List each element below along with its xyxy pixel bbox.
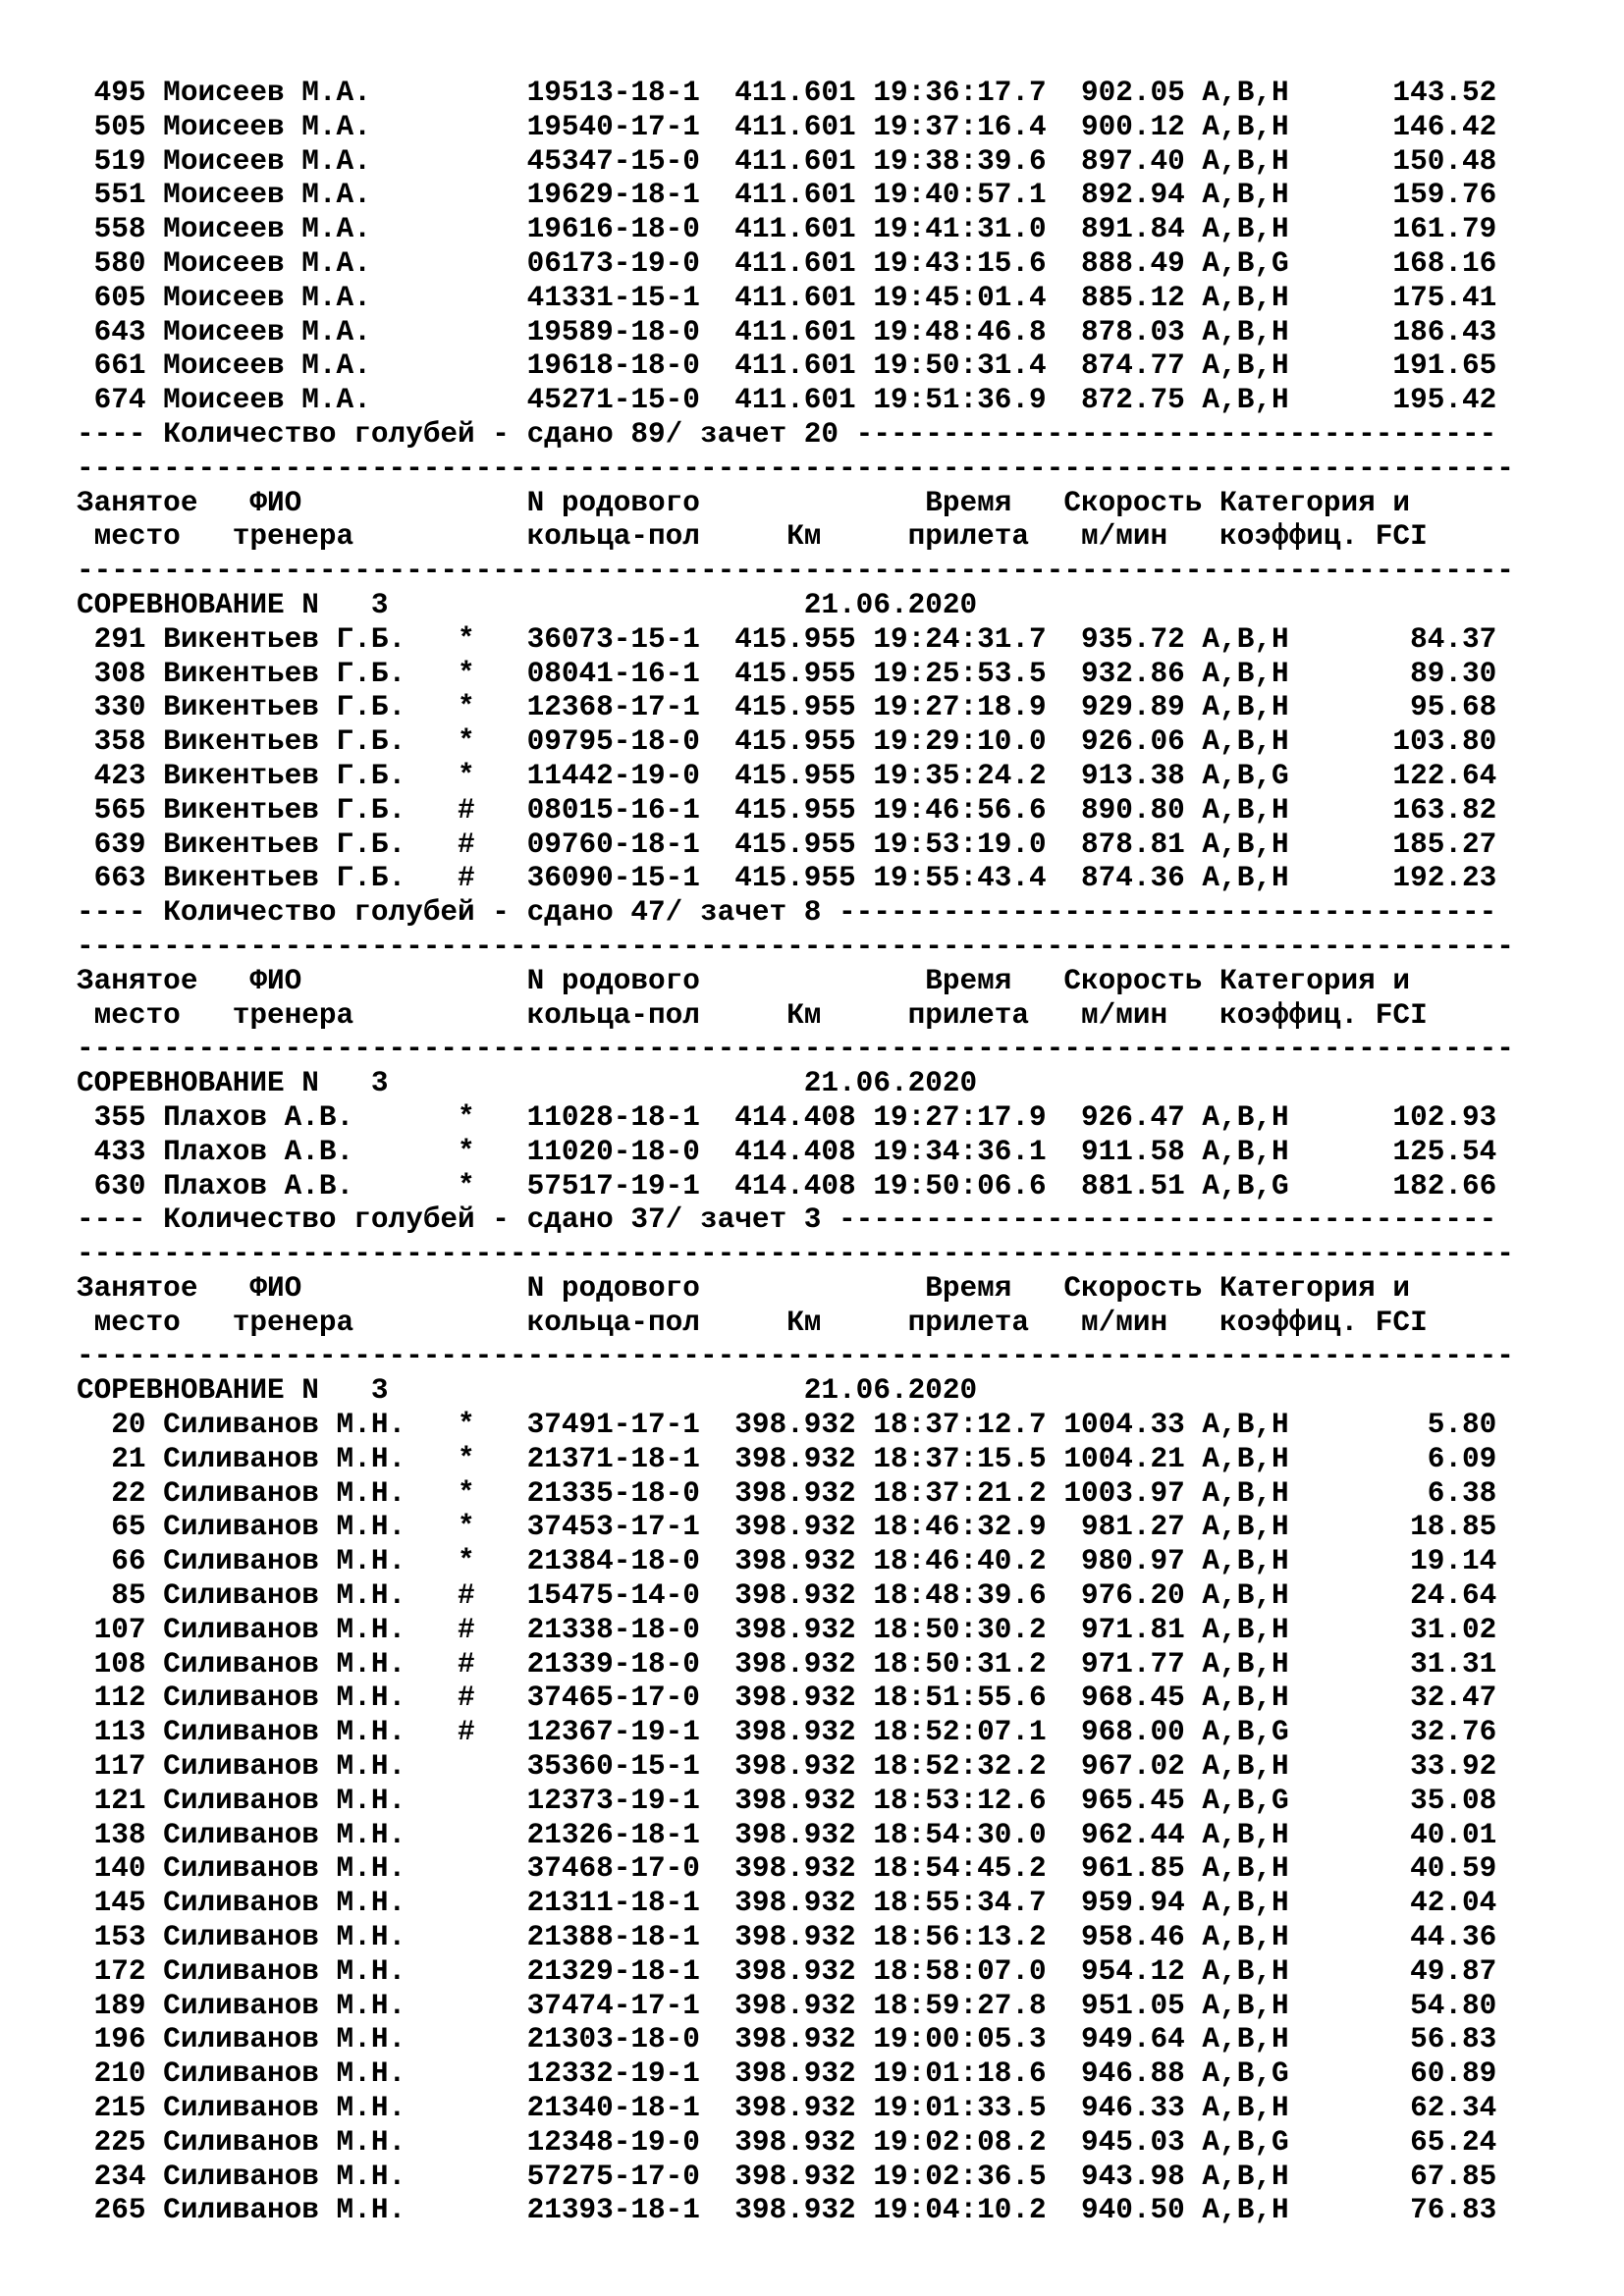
result-row: 433 Плахов А.В. * 11020-18-0 414.408 19:34:36.1 911.58 A,B,H 125.54 xyxy=(77,1135,1497,1168)
competition-header: СОРЕВНОВАНИЕ N 3 21.06.2020 xyxy=(77,1067,978,1100)
column-header-line-1: Занятое ФИО N родового Время Скорость Категория и xyxy=(77,1271,1411,1305)
results-report xyxy=(77,77,1549,2228)
result-row: 172 Силиванов М.Н. 21329-18-1 398.932 18:58:07.0 954.12 A,B,H 49.87 xyxy=(77,1954,1497,1988)
result-row: 639 Викентьев Г.Б. # 09760-18-1 415.955 19:53:19.0 878.81 A,B,H 185.27 xyxy=(77,828,1497,861)
result-row: 66 Силиванов М.Н. * 21384-18-0 398.932 18:46:40.2 980.97 A,B,H 19.14 xyxy=(77,1545,1497,1578)
result-row: 22 Силиванов М.Н. * 21335-18-0 398.932 18:37:21.2 1003.97 A,B,H 6.38 xyxy=(77,1476,1497,1510)
result-row: 112 Силиванов М.Н. # 37465-17-0 398.932 18:51:55.6 968.45 A,B,H 32.47 xyxy=(77,1682,1497,1715)
result-row: 291 Викентьев Г.Б. * 36073-15-1 415.955 19:24:31.7 935.72 A,B,H 84.37 xyxy=(77,622,1497,656)
divider-rule: ----------------------------------------------------------------------------------- xyxy=(77,452,1514,485)
competition-header: СОРЕВНОВАНИЕ N 3 21.06.2020 xyxy=(77,588,978,621)
divider-rule: ----------------------------------------------------------------------------------- xyxy=(77,555,1514,588)
result-row: 121 Силиванов М.Н. 12373-19-1 398.932 18:53:12.6 965.45 A,B,G 35.08 xyxy=(77,1784,1497,1817)
result-row: 138 Силиванов М.Н. 21326-18-1 398.932 18:54:30.0 962.44 A,B,H 40.01 xyxy=(77,1818,1497,1851)
result-row: 210 Силиванов М.Н. 12332-19-1 398.932 19:01:18.6 946.88 A,B,G 60.89 xyxy=(77,2057,1497,2091)
result-row: 495 Моисеев М.А. 19513-18-1 411.601 19:36:17.7 902.05 A,B,H 143.52 xyxy=(77,77,1497,109)
result-row: 308 Викентьев Г.Б. * 08041-16-1 415.955 19:25:53.5 932.86 A,B,H 89.30 xyxy=(77,657,1497,690)
result-row: 196 Силиванов М.Н. 21303-18-0 398.932 19:00:05.3 949.64 A,B,H 56.83 xyxy=(77,2023,1497,2056)
result-row: 663 Викентьев Г.Б. # 36090-15-1 415.955 19:55:43.4 874.36 A,B,H 192.23 xyxy=(77,862,1497,895)
result-row: 20 Силиванов М.Н. * 37491-17-1 398.932 18:37:12.7 1004.33 A,B,H 5.80 xyxy=(77,1409,1497,1442)
result-row: 153 Силиванов М.Н. 21388-18-1 398.932 18:56:13.2 958.46 A,B,H 44.36 xyxy=(77,1921,1497,1954)
section-summary: ---- Количество голубей - сдано 89/ зачет 20 ------------------------------------- xyxy=(77,417,1497,451)
result-row: 140 Силиванов М.Н. 37468-17-0 398.932 18:54:45.2 961.85 A,B,H 40.59 xyxy=(77,1852,1497,1886)
divider-rule: ----------------------------------------------------------------------------------- xyxy=(77,1033,1514,1066)
divider-rule: ----------------------------------------------------------------------------------- xyxy=(77,1238,1514,1271)
result-row: 117 Силиванов М.Н. 35360-15-1 398.932 18:52:32.2 967.02 A,B,H 33.92 xyxy=(77,1750,1497,1784)
divider-rule: ----------------------------------------------------------------------------------- xyxy=(77,1340,1514,1373)
result-row: 330 Викентьев Г.Б. * 12368-17-1 415.955 19:27:18.9 929.89 A,B,H 95.68 xyxy=(77,691,1497,724)
divider-rule: ----------------------------------------------------------------------------------- xyxy=(77,930,1514,963)
result-row: 265 Силиванов М.Н. 21393-18-1 398.932 19:04:10.2 940.50 A,B,H 76.83 xyxy=(77,2194,1497,2227)
result-row: 505 Моисеев М.А. 19540-17-1 411.601 19:37:16.4 900.12 A,B,H 146.42 xyxy=(77,110,1497,143)
result-row: 580 Моисеев М.А. 06173-19-0 411.601 19:43:15.6 888.49 A,B,G 168.16 xyxy=(77,246,1497,280)
result-row: 21 Силиванов М.Н. * 21371-18-1 398.932 18:37:15.5 1004.21 A,B,H 6.09 xyxy=(77,1442,1497,1475)
competition-header: СОРЕВНОВАНИЕ N 3 21.06.2020 xyxy=(77,1374,978,1408)
result-row: 215 Силиванов М.Н. 21340-18-1 398.932 19:01:33.5 946.33 A,B,H 62.34 xyxy=(77,2092,1497,2125)
column-header-line-2: место тренера кольца-пол Км прилета м/мин коэффиц. FCI xyxy=(77,998,1428,1032)
section-summary: ---- Количество голубей - сдано 47/ зачет 8 -------------------------------------- xyxy=(77,896,1497,930)
result-row: 565 Викентьев Г.Б. # 08015-16-1 415.955 19:46:56.6 890.80 A,B,H 163.82 xyxy=(77,793,1497,827)
result-row: 189 Силиванов М.Н. 37474-17-1 398.932 18:59:27.8 951.05 A,B,H 54.80 xyxy=(77,1989,1497,2022)
result-row: 558 Моисеев М.А. 19616-18-0 411.601 19:41:31.0 891.84 A,B,H 161.79 xyxy=(77,213,1497,246)
result-row: 113 Силиванов М.Н. # 12367-19-1 398.932 18:52:07.1 968.00 A,B,G 32.76 xyxy=(77,1716,1497,1749)
result-row: 108 Силиванов М.Н. # 21339-18-0 398.932 18:50:31.2 971.77 A,B,H 31.31 xyxy=(77,1647,1497,1681)
result-row: 234 Силиванов М.Н. 57275-17-0 398.932 19:02:36.5 943.98 A,B,H 67.85 xyxy=(77,2160,1497,2193)
result-row: 674 Моисеев М.А. 45271-15-0 411.601 19:51:36.9 872.75 A,B,H 195.42 xyxy=(77,384,1497,417)
result-row: 85 Силиванов М.Н. # 15475-14-0 398.932 18:48:39.6 976.20 A,B,H 24.64 xyxy=(77,1579,1497,1613)
result-row: 605 Моисеев М.А. 41331-15-1 411.601 19:45:01.4 885.12 A,B,H 175.41 xyxy=(77,281,1497,314)
result-row: 423 Викентьев Г.Б. * 11442-19-0 415.955 19:35:24.2 913.38 A,B,G 122.64 xyxy=(77,759,1497,792)
column-header-line-1: Занятое ФИО N родового Время Скорость Категория и xyxy=(77,486,1411,519)
section-summary: ---- Количество голубей - сдано 37/ зачет 3 -------------------------------------- xyxy=(77,1203,1497,1237)
result-row: 145 Силиванов М.Н. 21311-18-1 398.932 18:55:34.7 959.94 A,B,H 42.04 xyxy=(77,1887,1497,1920)
result-row: 551 Моисеев М.А. 19629-18-1 411.601 19:40:57.1 892.94 A,B,H 159.76 xyxy=(77,179,1497,212)
result-row: 65 Силиванов М.Н. * 37453-17-1 398.932 18:46:32.9 981.27 A,B,H 18.85 xyxy=(77,1511,1497,1544)
column-header-line-2: место тренера кольца-пол Км прилета м/мин коэффиц. FCI xyxy=(77,520,1428,554)
result-row: 630 Плахов А.В. * 57517-19-1 414.408 19:50:06.6 881.51 A,B,G 182.66 xyxy=(77,1169,1497,1202)
result-row: 107 Силиванов М.Н. # 21338-18-0 398.932 18:50:30.2 971.81 A,B,H 31.02 xyxy=(77,1613,1497,1646)
column-header-line-1: Занятое ФИО N родового Время Скорость Категория и xyxy=(77,964,1411,997)
result-row: 358 Викентьев Г.Б. * 09795-18-0 415.955 19:29:10.0 926.06 A,B,H 103.80 xyxy=(77,725,1497,759)
result-row: 643 Моисеев М.А. 19589-18-0 411.601 19:48:46.8 878.03 A,B,H 186.43 xyxy=(77,315,1497,348)
column-header-line-2: место тренера кольца-пол Км прилета м/мин коэффиц. FCI xyxy=(77,1306,1428,1339)
result-row: 519 Моисеев М.А. 45347-15-0 411.601 19:38:39.6 897.40 A,B,H 150.48 xyxy=(77,144,1497,178)
result-row: 225 Силиванов М.Н. 12348-19-0 398.932 19:02:08.2 945.03 A,B,G 65.24 xyxy=(77,2125,1497,2159)
result-row: 661 Моисеев М.А. 19618-18-0 411.601 19:50:31.4 874.77 A,B,H 191.65 xyxy=(77,349,1497,383)
result-row: 355 Плахов А.В. * 11028-18-1 414.408 19:27:17.9 926.47 A,B,H 102.93 xyxy=(77,1100,1497,1134)
